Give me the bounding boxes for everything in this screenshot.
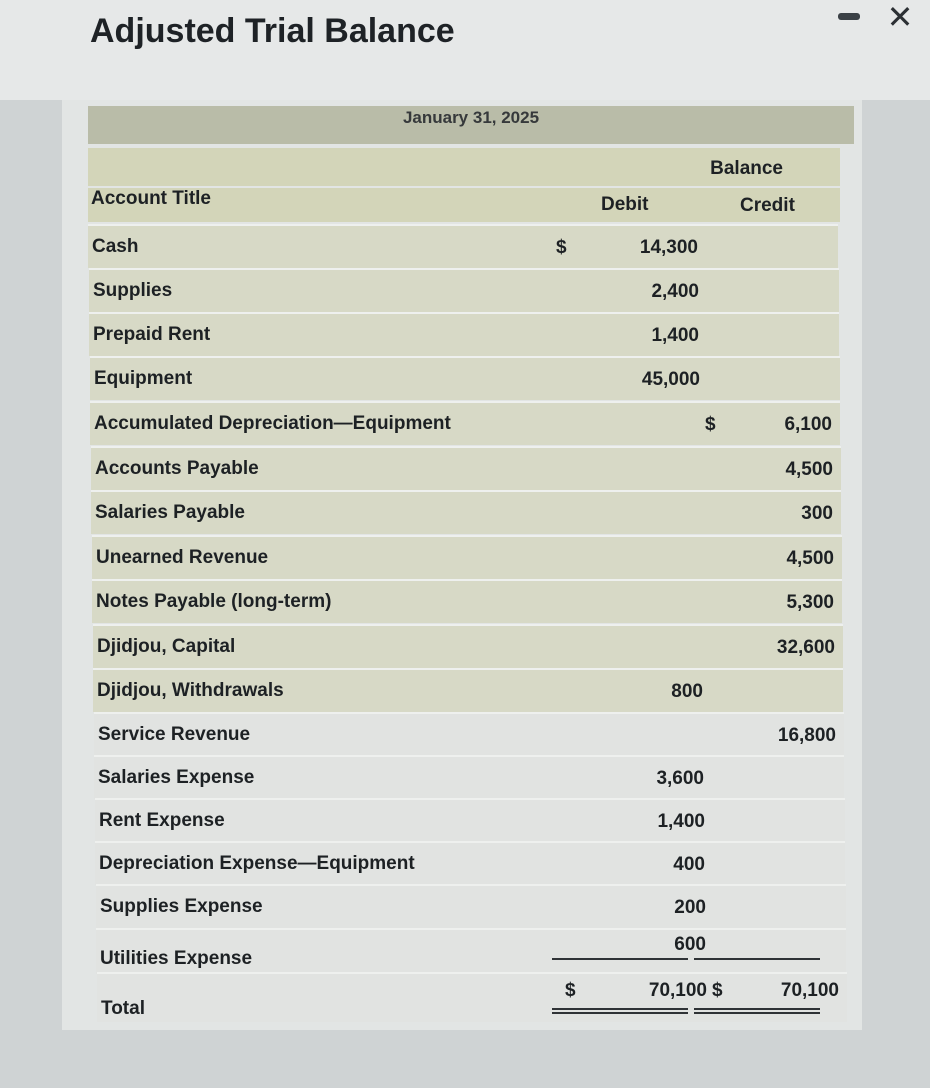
account-row (93, 624, 843, 668)
credit-amount: 4,500 (785, 459, 833, 480)
credit-subtotal-rule (694, 958, 820, 960)
account-row (91, 490, 841, 534)
account-title: Utilities Expense (100, 948, 253, 969)
account-title: Equipment (94, 368, 193, 389)
account-title: Rent Expense (99, 810, 225, 831)
account-title: Service Revenue (98, 724, 251, 745)
debit-total-rule-2 (552, 1012, 688, 1014)
account-row (90, 356, 840, 400)
account-row (94, 755, 844, 799)
balance-header-row (88, 148, 840, 186)
credit-total-rule-2 (694, 1012, 820, 1014)
debit-amount: 400 (673, 854, 705, 875)
account-title: Total (101, 998, 145, 1019)
credit-amount: 70,100 (780, 980, 839, 1001)
debit-subtotal-rule (552, 958, 688, 960)
credit-dollar-sign: $ (712, 980, 723, 1001)
account-title: Supplies (93, 280, 173, 301)
account-row (93, 668, 843, 712)
debit-amount: 1,400 (657, 811, 705, 832)
total-row (97, 972, 847, 1022)
statement-date: January 31, 2025 (88, 106, 854, 144)
credit-amount: 6,100 (784, 414, 832, 435)
account-row (96, 928, 846, 974)
credit-amount: 4,500 (786, 548, 834, 569)
account-title: Djidjou, Withdrawals (97, 680, 284, 701)
window-header (0, 0, 930, 100)
account-row (94, 712, 844, 756)
debit-total-rule-1 (552, 1008, 688, 1010)
account-row (92, 579, 842, 623)
account-row (89, 312, 839, 356)
account-row (88, 224, 838, 268)
account-title: Prepaid Rent (93, 324, 211, 345)
debit-header: Debit (601, 194, 649, 215)
account-title: Depreciation Expense—Equipment (99, 853, 415, 874)
debit-dollar-sign: $ (556, 237, 567, 258)
credit-amount: 300 (801, 503, 833, 524)
debit-amount: 2,400 (651, 281, 699, 302)
account-row (95, 841, 845, 885)
account-row (91, 446, 841, 490)
account-row (92, 535, 842, 579)
debit-amount: 3,600 (656, 768, 704, 789)
account-title: Supplies Expense (100, 896, 263, 917)
column-header-row (88, 188, 840, 222)
account-title: Cash (92, 236, 139, 257)
account-title: Salaries Payable (95, 502, 245, 523)
debit-amount: 200 (674, 897, 706, 918)
window-title: Adjusted Trial Balance (90, 12, 455, 50)
account-title: Salaries Expense (98, 767, 255, 788)
minimize-icon[interactable] (838, 13, 860, 20)
debit-amount: 45,000 (641, 369, 700, 390)
credit-amount: 16,800 (777, 725, 836, 746)
account-row (89, 268, 839, 312)
account-title: Notes Payable (long-term) (96, 591, 332, 612)
credit-dollar-sign: $ (705, 414, 716, 435)
debit-amount: 14,300 (639, 237, 698, 258)
debit-amount: 600 (674, 934, 706, 955)
account-title: Accounts Payable (95, 458, 259, 479)
credit-total-rule-1 (694, 1008, 820, 1010)
debit-amount: 70,100 (648, 980, 707, 1001)
account-title: Accumulated Depreciation—Equipment (94, 413, 451, 434)
credit-header: Credit (740, 195, 795, 216)
account-title: Djidjou, Capital (97, 636, 236, 657)
account-row (96, 884, 846, 928)
debit-amount: 800 (671, 681, 703, 702)
account-title-header: Account Title (91, 188, 211, 209)
debit-amount: 1,400 (651, 325, 699, 346)
balance-header: Balance (710, 158, 783, 179)
account-row (95, 798, 845, 842)
account-row (90, 401, 840, 445)
credit-amount: 5,300 (786, 592, 834, 613)
account-title: Unearned Revenue (96, 547, 269, 568)
close-icon[interactable]: ✕ (886, 0, 914, 35)
debit-dollar-sign: $ (565, 980, 576, 1001)
credit-amount: 32,600 (776, 637, 835, 658)
